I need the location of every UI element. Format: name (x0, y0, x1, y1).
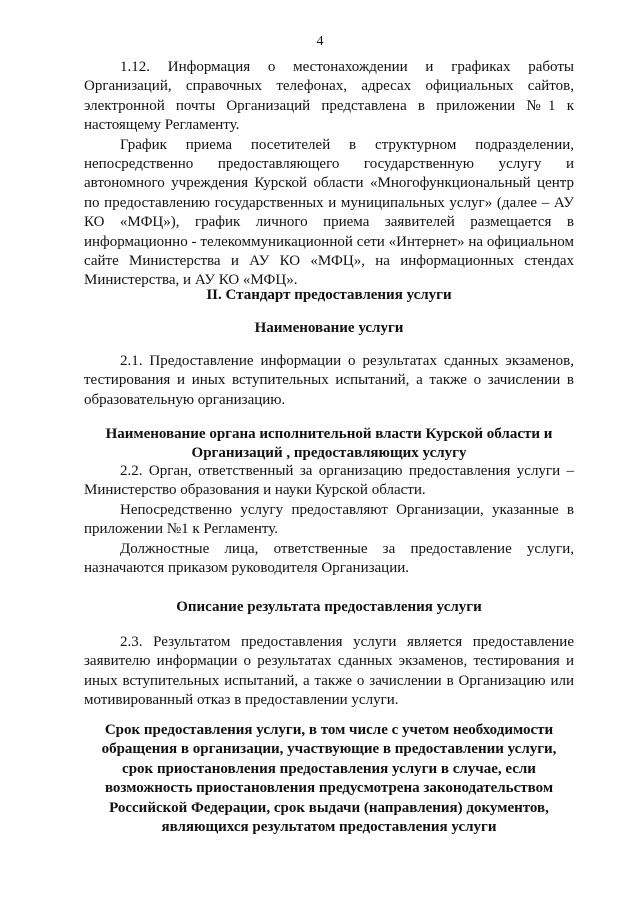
section-2-1 (84, 352, 574, 410)
paragraph-1-12-contacts: 1.12. Информация о местонахождении и графиках работы Организаций, справочных телефонах, адресах официальных сайтов, электронной почты Организаций представлена в приложении №1 к настоящему Регламенту. (84, 59, 574, 134)
authority-heading-line-2: Организаций , предоставляющих услугу (191, 445, 467, 462)
term-heading-line-3: срок приостановления предоставления услуги в случае, если (122, 760, 536, 777)
service-name-heading: Наименование услуги (254, 320, 404, 336)
term-heading-line-2: обращения в организации, участвующие в предоставлении услуги, (101, 741, 557, 758)
term-heading-line-6: являющихся результатом предоставления услуги (161, 819, 497, 836)
authority-heading-line-1: Наименование органа исполнительной власти Курской области и (105, 426, 553, 442)
authority-heading (84, 425, 574, 464)
term-heading (84, 721, 574, 837)
paragraph-2-1: 2.1. Предоставление информации о результатах сданных экзаменов, тестирования и иных вступительных испытаний, а также о зачислении в образовательную организацию. (84, 353, 574, 408)
result-heading: Описание результата предоставления услуги (176, 599, 482, 615)
term-heading-line-1: Срок предоставления услуги, в том числе с учетом необходимости (104, 722, 554, 738)
term-heading-line-5: Российской Федерации, срок выдачи (направления) документов, (109, 799, 549, 816)
page-number: 4 (316, 34, 324, 49)
paragraph-reception-schedule: График приема посетителей в структурном подразделении, непосредственно предоставляющего государственную услугу и автономного учреждения Курской области «Многофункциональный центр по предоставлению государственных и муниципальных услуг» (далее – АУ КО «МФЦ»), график личного приема заявителей размещается в информационно - телекоммуникационной сети «Интернет» на официальном сайте Министерства и АУ КО «МФЦ», на информационных стендах Министерства, и АУ КО «МФЦ». (84, 136, 574, 289)
paragraph-2-3: 2.3. Результатом предоставления услуги является предоставление заявителю информации о результатах сданных экзаменов, тестирования и иных вступительных испытаний, а также о зачислении в Организацию или мотивированный отказ в предоставлении услуги. (84, 634, 574, 709)
term-heading-line-4: возможность приостановления предусмотрена законодательством (104, 780, 554, 797)
section-2-title: II. Стандарт предоставления услуги (206, 287, 452, 303)
section-1-12 (84, 58, 574, 291)
section-2-3 (84, 633, 574, 711)
paragraph-organizations: Непосредственно услугу предоставляют Организации, указанные в приложении №1 к Регламенту. (84, 501, 574, 538)
section-2-2 (84, 462, 574, 578)
paragraph-officials: Должностные лица, ответственные за предоставление услуги, назначаются приказом руководителя Организации. (84, 540, 574, 577)
paragraph-2-2: 2.2. Орган, ответственный за организацию предоставления услуги – Министерство образования и науки Курской области. (84, 463, 574, 499)
